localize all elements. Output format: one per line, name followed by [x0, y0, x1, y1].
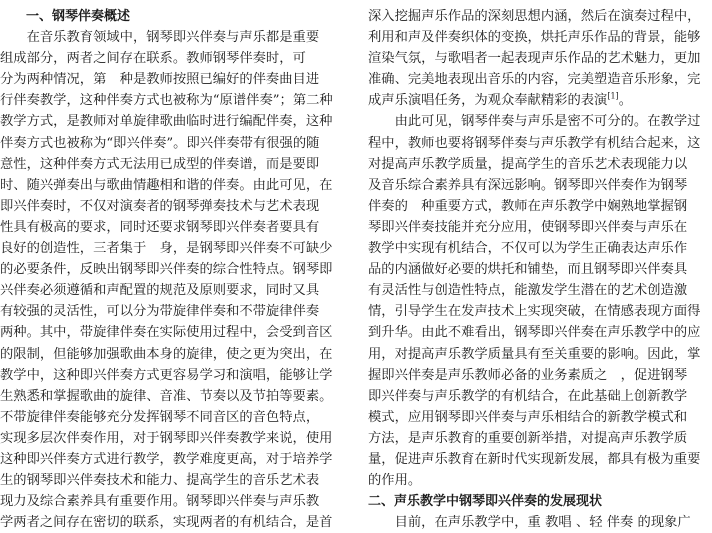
body-text-line: 情，引导学生在发声技术上实现突破，在情感表现方面得 — [368, 304, 701, 320]
body-text-line: 程中，教师也要将钢琴伴奏与声乐教学有机结合起来，这 — [368, 135, 701, 151]
body-text-line: 不带旋律伴奏能够充分发挥钢琴不同音区的音色特点， — [0, 409, 320, 425]
body-text-line: 两种。其中，带旋律伴奏在实际使用过程中，会受到音区 — [0, 325, 333, 341]
body-text-line: 方法，是声乐教育的重要创新举措，对提高声乐教学质 — [368, 430, 688, 446]
body-text-line: 即兴伴奏与声乐教学的有机结合，在此基础上创新教学 — [368, 388, 688, 404]
body-text-line: 现力及综合素养具有重要作用。钢琴即兴伴奏与声乐教 — [0, 494, 320, 510]
body-text-line: 生熟悉和掌握歌曲的旋律、音准、节奏以及节拍等要素。 — [0, 388, 333, 404]
body-text-line: 对提高声乐教学质量，提高学生的音乐艺术表现能力以 — [368, 156, 688, 172]
body-text-line: 的必要条件，反映出钢琴即兴伴奏的综合性特点。钢琴即 — [0, 262, 333, 278]
body-text-line: 握即兴伴奏是声乐教师必备的业务素质之 ，促进钢琴 — [368, 367, 688, 383]
body-text-line: 良好的创造性，三者集于 身，是钢琴即兴伴奏不可缺少 — [0, 241, 333, 257]
body-text-line: 模式，应用钢琴即兴伴奏与声乐相结合的新教学模式和 — [368, 409, 688, 425]
body-text-line: 即兴伴奏时，不仅对演奏者的钢琴弹奏技术与艺术表现 — [0, 198, 320, 214]
body-text-line: 琴即兴伴奏技能并充分应用，使钢琴即兴伴奏与声乐在 — [368, 219, 688, 235]
body-text-line: 实现多层次伴奏作用，对于钢琴即兴伴奏教学来说，使用 — [0, 430, 333, 446]
body-text-line: 渲染气氛，与歌唱者一起表现声乐作品的艺术魅力，更加 — [368, 51, 701, 67]
body-text-line: 由此可见，钢琴伴奏与声乐是密不可分的。在教学过 — [394, 114, 701, 130]
body-text-line: 准确、完美地表现出音乐的内容，完美塑造音乐形象，完 — [368, 72, 701, 88]
body-text-line: 生的钢琴即兴伴奏技术和能力、提高学生的音乐艺术表 — [0, 473, 320, 489]
citation-superscript: [1] — [607, 91, 619, 101]
body-text-line: 的作用。 — [368, 473, 422, 489]
body-text-line: 有灵活性与创造性特点，能激发学生潜在的艺术创造激 — [368, 283, 688, 299]
body-text-line: 到升华。由此不难看出，钢琴即兴伴奏在声乐教学中的应 — [368, 325, 701, 341]
right-column — [368, 6, 712, 533]
body-text-line: 伴奏的 种重要方式，教师在声乐教学中娴熟地掌握钢 — [368, 198, 688, 214]
section-heading-2: 二、声乐教学中钢琴即兴伴奏的发展现状 — [368, 494, 603, 510]
body-text-line: 目前，在声乐教学中，重 教唱 、轻 伴奏 的现象广 — [394, 515, 691, 531]
body-text-line: 在音乐教育领域中，钢琴即兴伴奏与声乐都是重要 — [26, 30, 320, 46]
body-text-line: 行伴奏教学，这种伴奏方式也被称为“原谱伴奏”；第二种 — [0, 93, 333, 109]
body-text-line: 及音乐综合素养具有深远影响。钢琴即兴伴奏作为钢琴 — [368, 177, 688, 193]
body-text-line: 学两者之间存在密切的联系，实现两者的有机结合，是首 — [0, 515, 333, 531]
body-text-line: 的限制，但能够加强歌曲本身的旋律，使之更为突出，在 — [0, 346, 333, 362]
body-text-line: 教学中，这种即兴伴奏方式更容易学习和演唱，能够让学 — [0, 367, 333, 383]
body-text-line: 组成部分，两者之间存在联系。教师钢琴伴奏时，可 — [0, 51, 306, 67]
body-text-line: 品的内涵做好必要的烘托和铺垫，而且钢琴即兴伴奏具 — [368, 262, 688, 278]
body-text-line: 性具有极高的要求，同时还要求钢琴即兴伴奏者要具有 — [0, 219, 320, 235]
body-text-fragment: 。 — [618, 93, 632, 109]
body-text-line: 有较强的灵活性，可以分为带旋律伴奏和不带旋律伴奏 — [0, 304, 320, 320]
body-text-fragment: 成声乐演唱任务，为观众奉献精彩的表演 — [368, 93, 608, 109]
section-heading-1: 一、钢琴伴奏概述 — [26, 9, 131, 24]
body-text-line — [368, 90, 712, 111]
body-text-line: 意性，这种伴奏方式无法用已成型的伴奏谱，而是要即 — [0, 156, 320, 172]
body-text-line: 分为两种情况，第 种是教师按照已编好的伴奏曲目进 — [0, 72, 320, 88]
left-column — [0, 6, 345, 533]
body-text-line: 量，促进声乐教育在新时代实现新发展，都具有极为重要 — [368, 451, 701, 467]
body-text-line: 利用和声及伴奏织体的变换，烘托声乐作品的背景，能够 — [368, 30, 701, 46]
body-text-line: 教学中实现有机结合，不仅可以为学生正确表达声乐作 — [368, 241, 688, 257]
body-text-line: 伴奏方式也被称为“即兴伴奏”。即兴伴奏带有很强的随 — [0, 135, 320, 151]
body-text-line: 这种即兴伴奏方式进行教学，教学难度更高，对于培养学 — [0, 451, 333, 467]
body-text-line: 用，对提高声乐教学质量具有至关重要的影响。因此，掌 — [368, 346, 701, 362]
body-text-line: 深入挖掘声乐作品的深刻思想内涵，然后在演奏过程中， — [368, 9, 701, 24]
body-text-line: 教学方式，是教师对单旋律歌曲临时进行编配伴奏，这种 — [0, 114, 333, 130]
body-text-line: 兴伴奏必须遵循和声配置的规范及原则要求，同时又具 — [0, 283, 320, 299]
body-text-line: 时、随兴弹奏出与歌曲情趣相和谐的伴奏。由此可见，在 — [0, 177, 333, 193]
